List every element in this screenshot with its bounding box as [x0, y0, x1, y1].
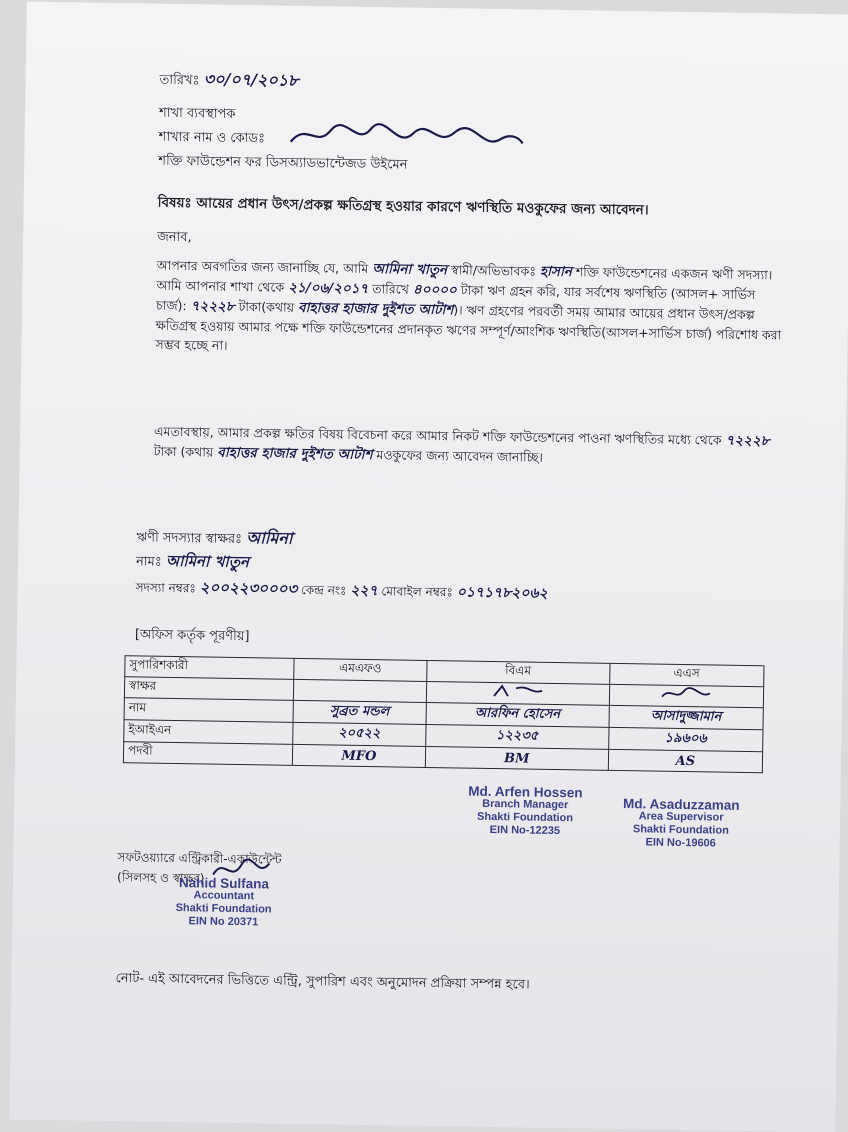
bm-stamp-name: Md. Arfen Hossen — [468, 783, 583, 801]
ein-cell-bm: ১২২৩৫ — [425, 724, 608, 749]
p1-text-d: তারিখে — [372, 281, 410, 297]
hw-waiver-amount: ৭২২২৮ — [725, 432, 770, 450]
date-line — [159, 66, 298, 95]
as-stamp — [606, 797, 757, 851]
sig-cell-as — [609, 684, 764, 707]
designation-cell-bm: BM — [425, 746, 608, 770]
hw-guardian: হাসান — [539, 263, 572, 281]
date-value: ৩০/০৭/২০১৮ — [203, 69, 299, 90]
organization-line: শক্তি ফাউন্ডেশন ফর ডিসঅ্যাডভান্টেজড উইমেন — [158, 153, 408, 173]
p1-text-e: টাকা ঋণ গ্রহন করি, যার সর্বশেষ ঋণস্থিতি (আসল+ সার্ভিস চার্জ): — [155, 282, 756, 314]
row-label-ein: ইআইএন — [124, 720, 293, 745]
member-signature-label: ঋণী সদস্যার স্বাক্ষরঃ — [136, 530, 243, 548]
as-stamp-ein: EIN No-19606 — [645, 836, 716, 850]
name-cell-mfo: সুব্রত মন্ডল — [293, 700, 426, 724]
row-label-signature: স্বাক্ষর — [124, 677, 293, 701]
software-entry-label: সফটওয়্যারে এন্ট্রিকারী-একাউন্টেন্ট — [117, 850, 282, 867]
footer-note: নোট- এই আবেদনের ভিত্তিতে এন্ট্রি, সুপারিশ এবং অনুমোদন প্রক্রিয়া সম্পন্ন হবে। — [115, 971, 530, 993]
as-stamp-name: Md. Asaduzzaman — [622, 796, 740, 813]
addressee-title: শাখা ব্যবস্থাপক — [158, 105, 236, 122]
p2-text-c: টাকা (কথায় — [153, 443, 214, 460]
p2-text-e: আবেদন জানাচ্ছি। — [452, 448, 544, 465]
acc-stamp-name: Nahid Sulfana — [178, 875, 270, 892]
col-header-as: এএস — [609, 663, 764, 686]
branch-line — [159, 128, 266, 151]
center-no-value: ২২৭ — [350, 582, 378, 600]
p1-text-b: স্বামী/অভিভাবকঃ — [450, 262, 537, 279]
member-name-value: আমিনা খাতুন — [165, 551, 250, 572]
sig-cell-bm — [426, 681, 609, 705]
branch-handwriting — [286, 118, 527, 158]
member-name-line — [136, 549, 249, 576]
designation-cell-as: AS — [608, 749, 763, 772]
bm-stamp-title: Branch Manager — [482, 797, 569, 812]
row-label-name: নাম — [124, 698, 293, 723]
center-label: কেন্দ্র নংঃ — [300, 582, 347, 598]
branch-label: শাখার নাম ও কোডঃ — [158, 129, 266, 147]
member-no-value: ২০০২২৩০০০৩ — [199, 578, 298, 598]
row-label-designation: পদবী — [123, 742, 292, 766]
p1-text-i: শক্তি ফাউন্ডেশনের প্রদানকৃত ঋণের সম্পূর্ণ/আংশিক ঋণস্থিতি(আসল+সার্ভিস চার্জ) পরিশোধ করা সম্ভব — [155, 319, 782, 353]
ein-cell-mfo: ২০৫২২ — [293, 722, 426, 746]
p1-text-g: )। ঋণ গ্রহণের পরবর্তী সময় — [453, 302, 590, 320]
as-stamp-title: Area Supervisor — [638, 810, 724, 824]
col-header-bm: বিএম — [426, 660, 609, 684]
date-label: তারিখঃ — [159, 72, 200, 89]
bm-stamp — [450, 784, 601, 838]
ein-cell-as: ১৯৬০৬ — [608, 727, 763, 751]
col-header-mfo: এমএফও — [294, 658, 427, 681]
acc-stamp-org: Shakti Foundation — [175, 902, 272, 916]
mobile-label: মোবাইল নম্বরঃ — [381, 584, 453, 600]
mobile-value: ০১৭১৭৮২০৬২ — [456, 584, 548, 602]
member-signature-line — [136, 523, 292, 552]
col-header-recommender: সুপারিশকারী — [125, 656, 294, 680]
acc-stamp-ein: EIN No 20371 — [188, 915, 259, 929]
p1-text-a: আপনার অবগতির জন্য জানাচ্ছি যে, আমি — [156, 257, 369, 276]
subject-line: বিষয়ঃ আয়ের প্রধান উৎস/প্রকল্প ক্ষতিগ্রস্থ হওয়ার কারণে ঋণস্থিতি মওকুফের জন্য আবেদন। — [157, 194, 649, 219]
hw-loan-date: ২১/০৬/২০১৭ — [288, 279, 369, 297]
p2-text-d: মওকুফের জন্য — [376, 447, 449, 464]
p2-text-a: এমতাবস্থায়, আমার প্রকল্প ক্ষতির বিষয় বিবেচনা করে আমার নিকট শক্তি ফাউন্ডেশনের পাওনা ঋণস্থিতির — [153, 423, 665, 447]
member-number-line — [135, 575, 547, 606]
member-name-label: নামঃ — [135, 554, 162, 570]
p1-text-j: হচ্ছে না। — [184, 337, 228, 353]
software-entry-sublabel: (সিলসহ ও স্বাক্ষর) — [116, 870, 205, 886]
designation-cell-mfo: MFO — [292, 744, 425, 767]
office-use-label: [অফিস কর্তৃক পূরণীয়] — [134, 627, 250, 645]
hw-balance-words: বাহাত্তর হাজার দুইশত আটাশ — [297, 299, 454, 319]
p1-text-c: শক্তি ফাউন্ডেশনের একজন ঋণী সদস্যা। আমি আপনার শাখা থেকে — [156, 264, 773, 295]
as-stamp-org: Shakti Foundation — [632, 823, 729, 837]
p1-text-f: টাকা(কথায় — [238, 298, 295, 315]
approval-table — [123, 655, 765, 773]
bm-stamp-org: Shakti Foundation — [477, 810, 574, 825]
bm-signature — [488, 684, 548, 699]
bm-stamp-ein: EIN No-12235 — [489, 823, 561, 838]
paragraph-1 — [155, 256, 786, 364]
application-form-sheet — [9, 2, 848, 1132]
accountant-stamp — [148, 876, 299, 930]
member-no-label: সদস্যা নম্বরঃ — [135, 580, 196, 596]
as-signature — [656, 687, 716, 702]
name-cell-as: আসাদুজ্জামান — [609, 705, 764, 729]
name-cell-bm: আরফিন হোসেন — [426, 702, 609, 727]
acc-stamp-title: Accountant — [193, 889, 255, 903]
hw-waiver-words: বাহাত্তর হাজার দুইশত আটাশ — [217, 444, 373, 464]
member-signature: আমিনা — [246, 528, 293, 548]
paragraph-2 — [154, 422, 785, 472]
p2-text-b: মধ্যে থেকে — [667, 431, 722, 448]
hw-balance: ৭২২২৮ — [190, 298, 235, 315]
salutation: জনাব, — [157, 229, 192, 246]
sig-cell-mfo — [293, 679, 426, 702]
hw-borrower-name: আমিনা খাতুন — [372, 261, 448, 279]
p1-text-h: আমার আয়ের প্রধান উৎস/প্রকল্প ক্ষতিগ্রস্থ হওয়ায় আমার পক্ষে — [155, 304, 755, 335]
hw-loan-amount: ৪০০০০ — [412, 281, 457, 299]
